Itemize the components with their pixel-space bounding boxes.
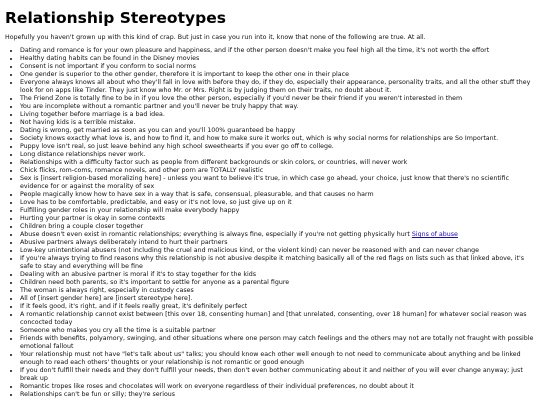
list-item (20, 79, 535, 95)
list-item-text: Healthy dating habits can be found in the Disney movies (20, 55, 200, 62)
list-item-text: Sex is [insert religion-based moralizing here] - unless you want to believe it's true, in which case go ahead, your choice, just know that there's no scientific evidence for or against the morality of sex (20, 175, 510, 190)
list-item (20, 367, 535, 383)
list-item (20, 95, 535, 103)
list-item (20, 71, 535, 79)
list-item-text: Society knows exactly what love is, and how to find it, and how to make sure it works out, which is why social norms for relationships are So Important. (20, 135, 499, 142)
list-item-text: Your relationship must not have "let's talk about us" talks; you should know each other well enough to not need to communicate about anything and be linked enough to read each others' thoughts or your relationship is not romantic or good enough (20, 351, 521, 366)
list-item (20, 295, 535, 303)
list-item (20, 119, 535, 127)
stereotype-list (5, 47, 535, 399)
page-title: Relationship Stereotypes (5, 9, 226, 27)
list-item (20, 55, 535, 63)
list-item (20, 207, 535, 215)
list-item-text: Friends with benefits, polyamory, swinging, and other situations where one person may catch feelings and the others may not are totally not fraught with possible emotional fallout (20, 335, 534, 350)
list-item-text: If you're always trying to find reasons why this relationship is not abusive despite it matching basically all of the red flags on lists such as that linked above, it's safe to stay and everything will be fine (20, 255, 525, 270)
list-item-text: Abuse doesn't even exist in romantic relationships; everything is always fine, especially if you're not getting physically hurt (20, 231, 410, 238)
list-item-text: Dating and romance is for your own pleasure and happiness, and if the other person doesn't make you feel high all the time, it's not worth the effort (20, 47, 490, 54)
list-item (20, 47, 535, 55)
list-item (20, 143, 535, 151)
signs-of-abuse-link[interactable]: Signs of abuse (411, 231, 458, 238)
list-item-text: Dating is wrong, get married as soon as you can and you'll 100% guaranteed be happy (20, 127, 296, 134)
intro-paragraph: Hopefully you haven't grown up with this kind of crap. But just in case you run into it, know that none of the following are true. At all. (5, 34, 426, 41)
list-item (20, 151, 535, 159)
list-item-text: Living together before marriage is a bad idea. (20, 111, 165, 118)
list-item (20, 383, 535, 391)
list-item (20, 103, 535, 111)
list-item-text: Relationships can't be fun or silly; they're serious (20, 391, 176, 398)
list-item (20, 255, 535, 271)
list-item-text: A romantic relationship cannot exist between [this over 18, consenting human] and [that unrelated, consenting, over 18 human] for whatever social reason was concocted today (20, 311, 527, 326)
list-item (20, 335, 535, 351)
list-item-text: Long distance relationships never work. (20, 151, 146, 158)
list-item-text: Consent is not important if you conform to social norms (20, 63, 196, 70)
list-item (20, 311, 535, 327)
list-item (20, 351, 535, 367)
list-item-text: One gender is superior to the other gender, therefore it is important to keep the other one in their place (20, 71, 349, 78)
list-item (20, 303, 535, 311)
list-item-text: Not having kids is a terrible mistake. (20, 119, 136, 126)
list-item (20, 127, 535, 135)
list-item-text: If you don't fulfill their needs and they don't fulfill your needs, then don't even bother communicating about it and neither of you will ever change anyway; just break up (20, 367, 523, 382)
list-item-text: Romantic tropes like roses and chocolates will work on everyone regardless of their individual preferences, no doubt about it (20, 383, 414, 390)
list-item-text: Puppy love isn't real, so just leave behind any high school sweethearts if you ever go off to college. (20, 143, 334, 150)
list-item (20, 287, 535, 295)
list-item-text: Love has to be comfortable, predictable, and easy or it's not love, so just give up on it (20, 199, 292, 206)
list-item-text: Someone who makes you cry all the time is a suitable partner (20, 327, 216, 334)
list-item-text: Abusive partners always deliberately intend to hurt their partners (20, 239, 228, 246)
list-item-text: Low-key unintentional abusers (not including the cruel and malicious kind, or the violent kind) can never be reasoned with and can never change (20, 247, 480, 254)
list-item (20, 135, 535, 143)
list-item-text: Children need both parents, so it's important to settle for anyone as a parental figure (20, 279, 290, 286)
list-item-text: The Friend Zone is totally fine to be in if you love the other person, especially if you'd never be their friend if you weren't interested in them (20, 95, 463, 102)
list-item (20, 223, 535, 231)
list-item-text: All of [insert gender here] are [insert stereotype here]. (20, 295, 193, 302)
list-item-text: The woman is always right, especially in custody cases (20, 287, 194, 294)
list-item (20, 271, 535, 279)
list-item (20, 159, 535, 167)
list-item-text: Everyone always knows all about who they'll fall in love with before they do, if they do, especially their appearance, personality traits, and all the other stuff they look for on apps like Tinder. They just know who Mr. or Mrs. Right is by judging them on their traits, no doubt about it. (20, 79, 531, 94)
list-item (20, 279, 535, 287)
list-item (20, 167, 535, 175)
list-item (20, 391, 535, 399)
list-item-text: Dealing with an abusive partner is moral if it's to stay together for the kids (20, 271, 256, 278)
list-item-text: Children bring a couple closer together (20, 223, 144, 230)
list-item (20, 199, 535, 207)
list-item-text: If it feels good, it's right, and if it feels really great, it's definitely perfect (20, 303, 248, 310)
list-item (20, 215, 535, 223)
list-item (20, 239, 535, 247)
list-item-text: You are incomplete without a romantic partner and you'll never be truly happy that way. (20, 103, 299, 110)
list-item (20, 231, 535, 239)
list-item-text: People magically know how to have sex in a way that is safe, consensual, pleasurable, and that causes no harm (20, 191, 374, 198)
list-item (20, 111, 535, 119)
list-item-text: Hurting your partner is okay in some contexts (20, 215, 165, 222)
list-item (20, 63, 535, 71)
list-item-text: Chick flicks, rom-coms, romance novels, and other porn are TOTALLY realistic (20, 167, 264, 174)
list-item (20, 175, 535, 191)
list-item-text: Relationships with a difficulty factor such as people from different backgrounds or skin colors, or countries, will never work (20, 159, 408, 166)
list-item (20, 247, 535, 255)
list-item-text: Fulfilling gender roles in your relationship will make everybody happy (20, 207, 240, 214)
list-item (20, 327, 535, 335)
list-item (20, 191, 535, 199)
